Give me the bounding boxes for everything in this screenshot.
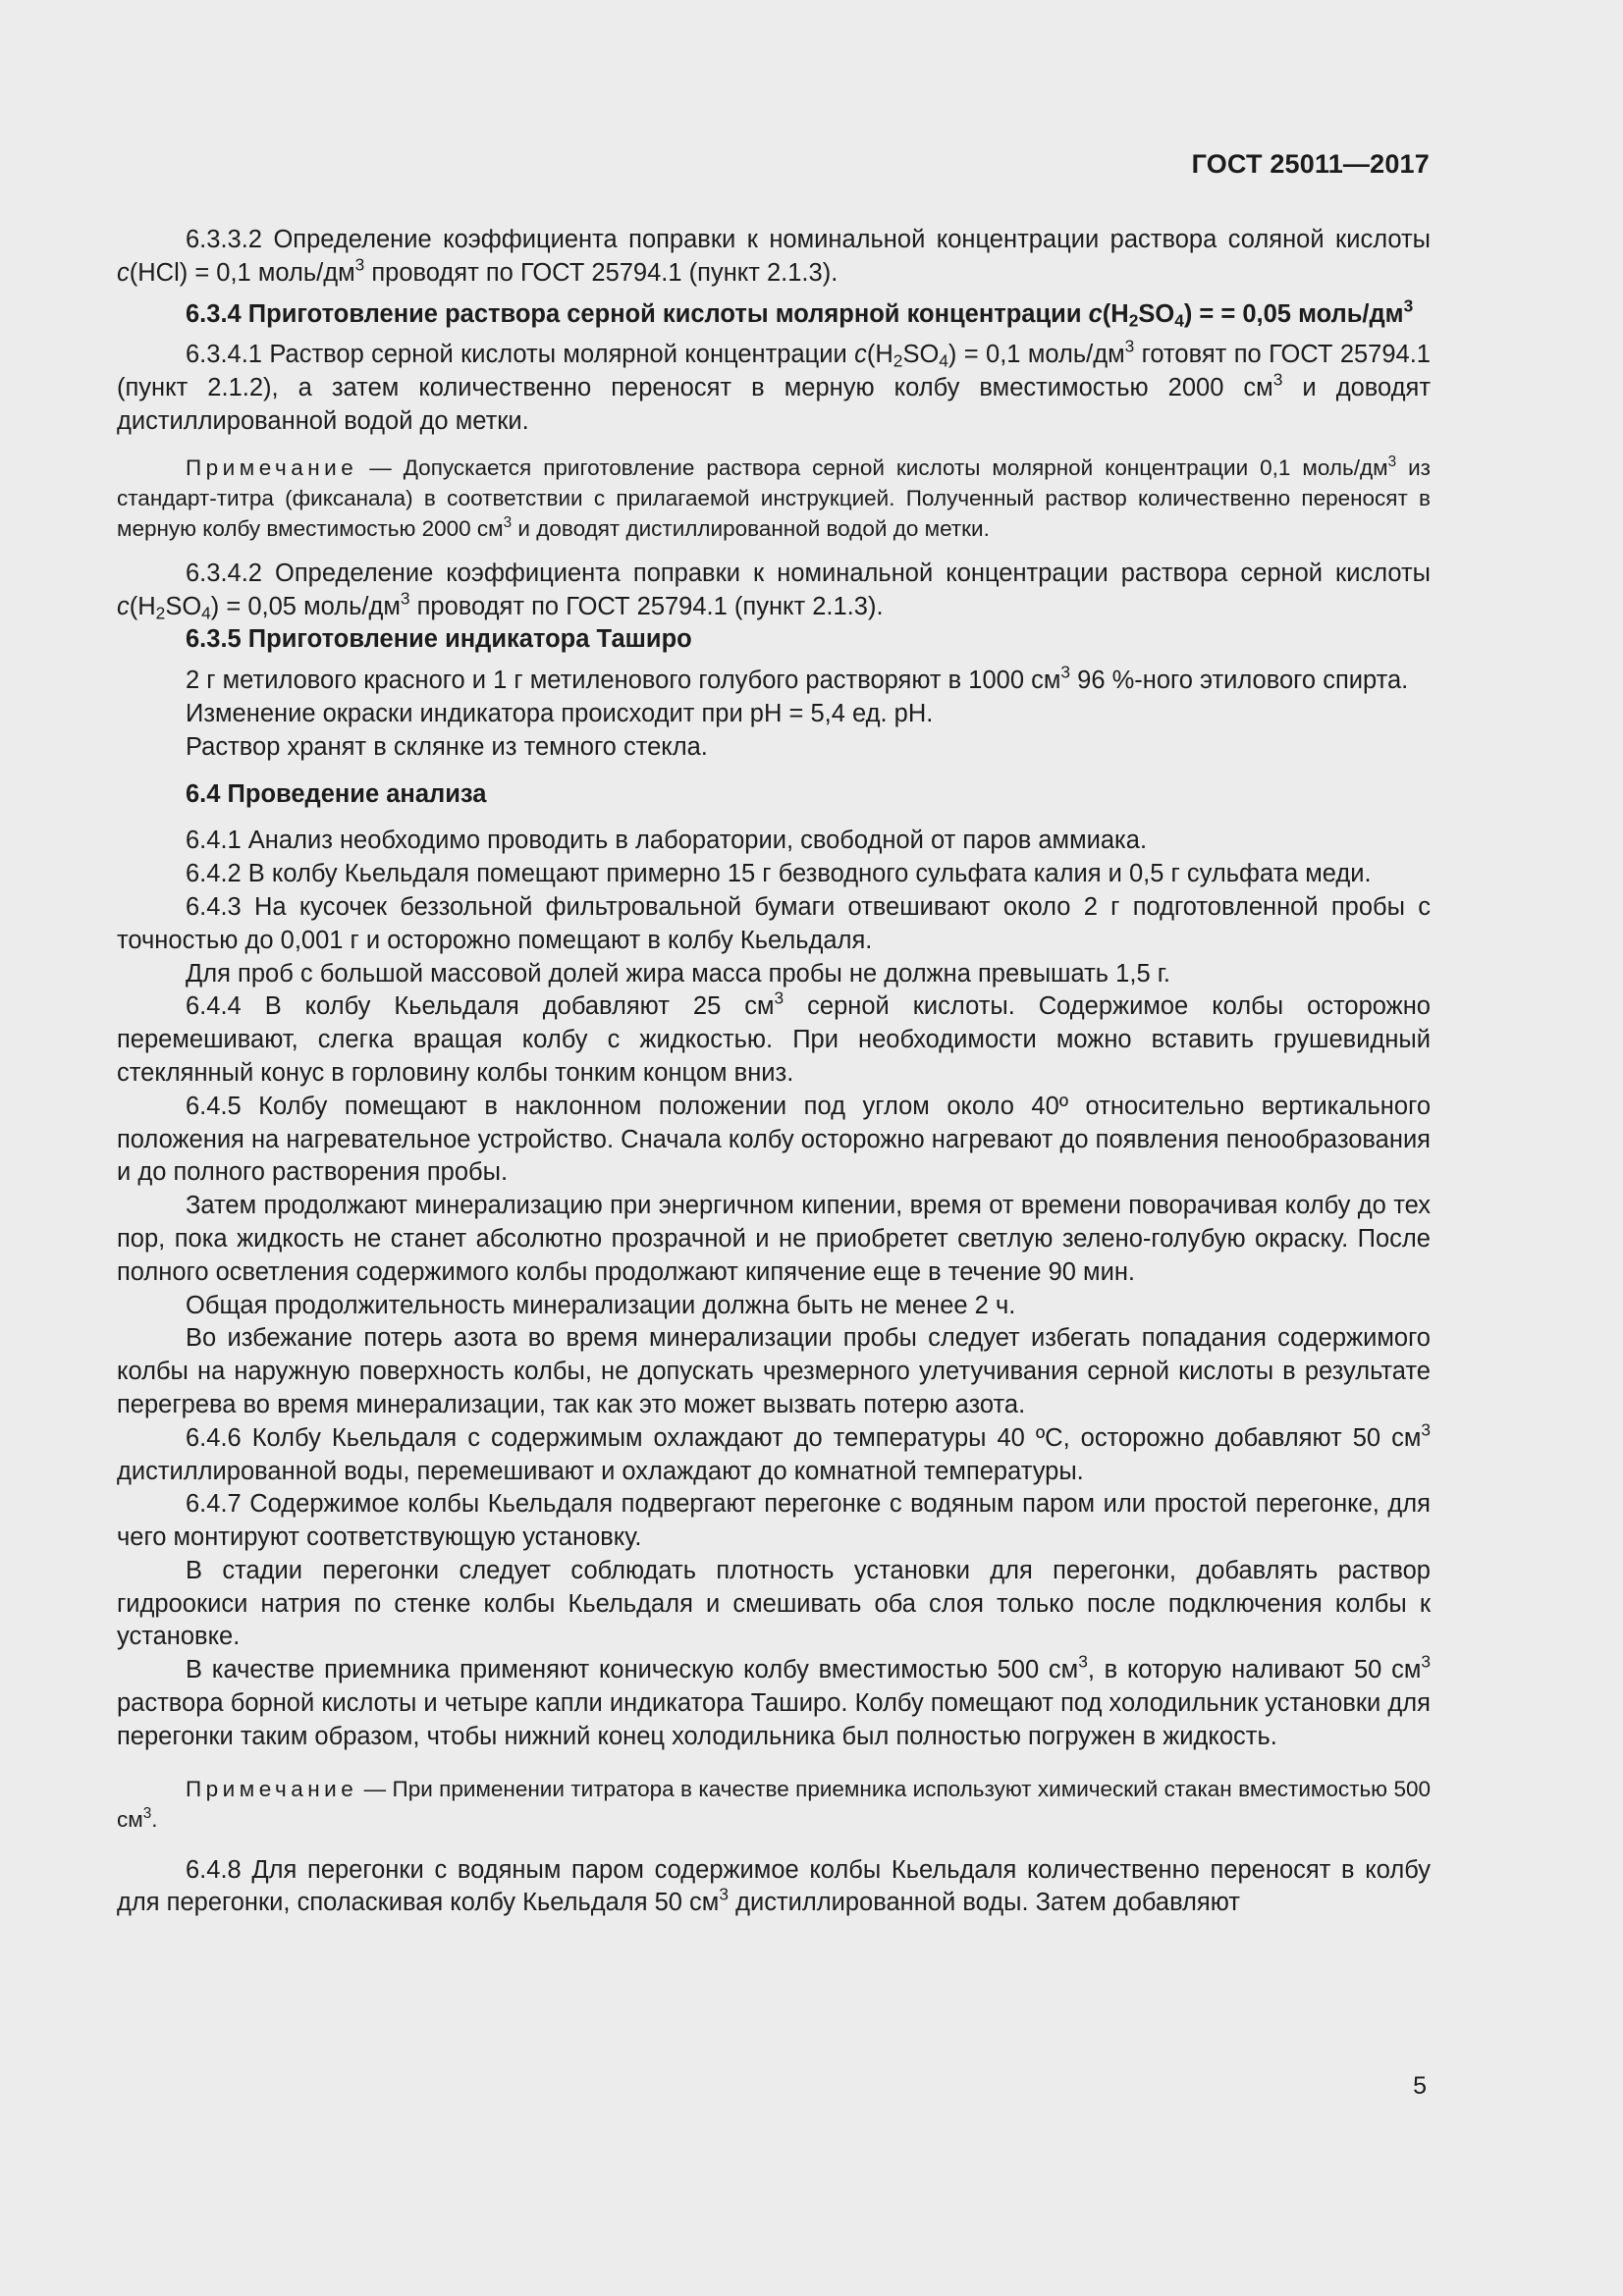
note-6-4-7: Примечание — При применении титратора в качестве приемника используют химический стакан вместимостью 500 $см^3$. <box>117 1776 1431 1832</box>
paragraph-6-4-6: 6.4.6 Колбу Кьельдаля с содержимым охлаждают до температуры 40 ºС, осторожно добавляют 50 $см^3$ дистиллированной воды, перемешивают и охлаждают до комнатной температуры. <box>117 1419 1431 1485</box>
paragraph-6-4-7-b: В стадии перегонки следует соблюдать плотность установки для перегонки, добавлять раствор гидроокиси натрия по стенке колбы Кьельдаля и смешивать оба слоя только после подключения колбы к установке. <box>117 1556 1431 1651</box>
heading-6-3-5: 6.3.5 Приготовление индикатора Таширо <box>186 625 692 654</box>
paragraph-6-3-5-b: Изменение окраски индикатора происходит при pH = 5,4 ед. pH. <box>186 699 934 727</box>
page-content <box>117 224 1431 1920</box>
paragraph-6-3-4-2: 6.3.4.2 Определение коэффициента поправки к номинальной концентрации раствора серной кислоты $c(H_2SO_4) = 0,05$ моль/$дм^3$ проводят по ГОСТ 25794.1 (пункт 2.1.3). <box>117 559 1431 622</box>
standard-header: ГОСТ 25011—2017 <box>1191 149 1430 179</box>
paragraph-6-4-7-c: В качестве приемника применяют коническую колбу вместимостью 500 $см^3$, в которую наливают 50 $см^3$ раствора борной кислоты и четыре капли индикатора Таширо. Колбу помещают под холодильник установки для перегонки таким образом, чтобы нижний конец холодильника был полностью погружен в жидкость. <box>117 1651 1431 1750</box>
paragraph-6-4-5-d: Во избежание потерь азота во время минерализации пробы следует избегать попадания содержимого колбы на наружную поверхность колбы, не допускать чрезмерного улетучивания серной кислоты в результате перегрева во время минерализации, так как это может вызвать потерю азота. <box>117 1324 1431 1418</box>
paragraph-6-4-8: 6.4.8 Для перегонки с водяным паром содержимое колбы Кьельдаля количественно переносят в колбу для перегонки, споласкивая колбу Кьельдаля 50 $см^3$ дистиллированной воды. Затем добавляют <box>117 1855 1431 1917</box>
paragraph-6-4-5-c: Общая продолжительность минерализации должна быть не менее 2 ч. <box>186 1291 1016 1319</box>
paragraph-6-4-2: 6.4.2 В колбу Кьельдаля помещают примерно 15 г безводного сульфата калия и 0,5 г сульфата меди. <box>186 860 1372 888</box>
paragraph-6-4-3-b: Для проб с большой массовой долей жира масса пробы не должна превышать 1,5 г. <box>186 959 1170 988</box>
paragraph-6-4-1: 6.4.1 Анализ необходимо проводить в лаборатории, свободной от паров аммиака. <box>186 827 1148 855</box>
paragraph-6-4-7: 6.4.7 Содержимое колбы Кьельдаля подвергают перегонке с водяным паром или простой перегонке, для чего монтируют соответствующую установку. <box>117 1490 1431 1552</box>
heading-6-3-4: 6.3.4 Приготовление раствора серной кислоты молярной концентрации $c(H_2SO_4)$ = = 0,05 моль/$дм^3$ <box>186 295 1414 330</box>
note-label: Примечание <box>186 1776 358 1801</box>
note-6-3-4-1: Примечание — Допускается приготовление раствора серной кислоты молярной концентрации 0,1 моль/$дм^3$ из стандарт-титра (фиксанала) в соответствии с прилагаемой инструкцией. Полученный раствор количественно переносят в мерную колбу вместимостью 2000 $см^3$ и доводят дистиллированной водой до метки. <box>117 453 1431 541</box>
heading-6-4: 6.4 Проведение анализа <box>186 779 487 808</box>
paragraph-6-3-4-1: 6.3.4.1 Раствор серной кислоты молярной концентрации $c(H_2SO_4) = 0,1$ моль/$дм^3$ готовят по ГОСТ 25794.1 (пункт 2.1.2), а затем количественно переносят в мерную колбу вместимостью 2000 $см^3$ и доводят дистиллированной водой до метки. <box>117 337 1432 435</box>
note-label: Примечание <box>186 454 358 480</box>
paragraph-6-4-3: 6.4.3 На кусочек беззольной фильтровальной бумаги отвешивают около 2 г подготовленной пробы с точностью до 0,001 г и осторожно помещают в колбу Кьельдаля. <box>117 892 1431 954</box>
paragraph-6-4-5: 6.4.5 Колбу помещают в наклонном положении под углом около 40º относительно вертикального положения на нагревательное устройство. Сначала колбу осторожно нагревают до появления пенообразования и до полного растворения пробы. <box>117 1092 1431 1187</box>
paragraph-6-4-4: 6.4.4 В колбу Кьельдаля добавляют 25 $см^3$ серной кислоты. Содержимое колбы осторожно перемешивают, слегка вращая колбу с жидкостью. При необходимости можно вставить грушевидный стеклянный конус в горловину колбы тонким концом вниз. <box>117 988 1431 1087</box>
paragraph-6-3-3-2: 6.3.3.2 Определение коэффициента поправки к номинальной концентрации раствора соляной кислоты c(HCl) = 0,1 моль/$дм^3$ проводят по ГОСТ 25794.1 (пункт 2.1.3). <box>117 226 1431 287</box>
paragraph-6-3-5-c: Раствор хранят в склянке из темного стекла. <box>186 732 708 761</box>
paragraph-6-4-5-b: Затем продолжают минерализацию при энергичном кипении, время от времени поворачивая колбу до тех пор, пока жидкость не станет абсолютно прозрачной и не приобретет светлую зелено-голубую окраску. После полного осветления содержимого колбы продолжают кипячение еще в течение 90 мин. <box>117 1192 1431 1286</box>
page-number: 5 <box>1413 2072 1427 2100</box>
paragraph-6-3-5-a: 2 г метилового красного и 1 г метиленового голубого растворяют в 1000 $см^3$ 96 %-ного этилового спирта. <box>186 662 1409 695</box>
